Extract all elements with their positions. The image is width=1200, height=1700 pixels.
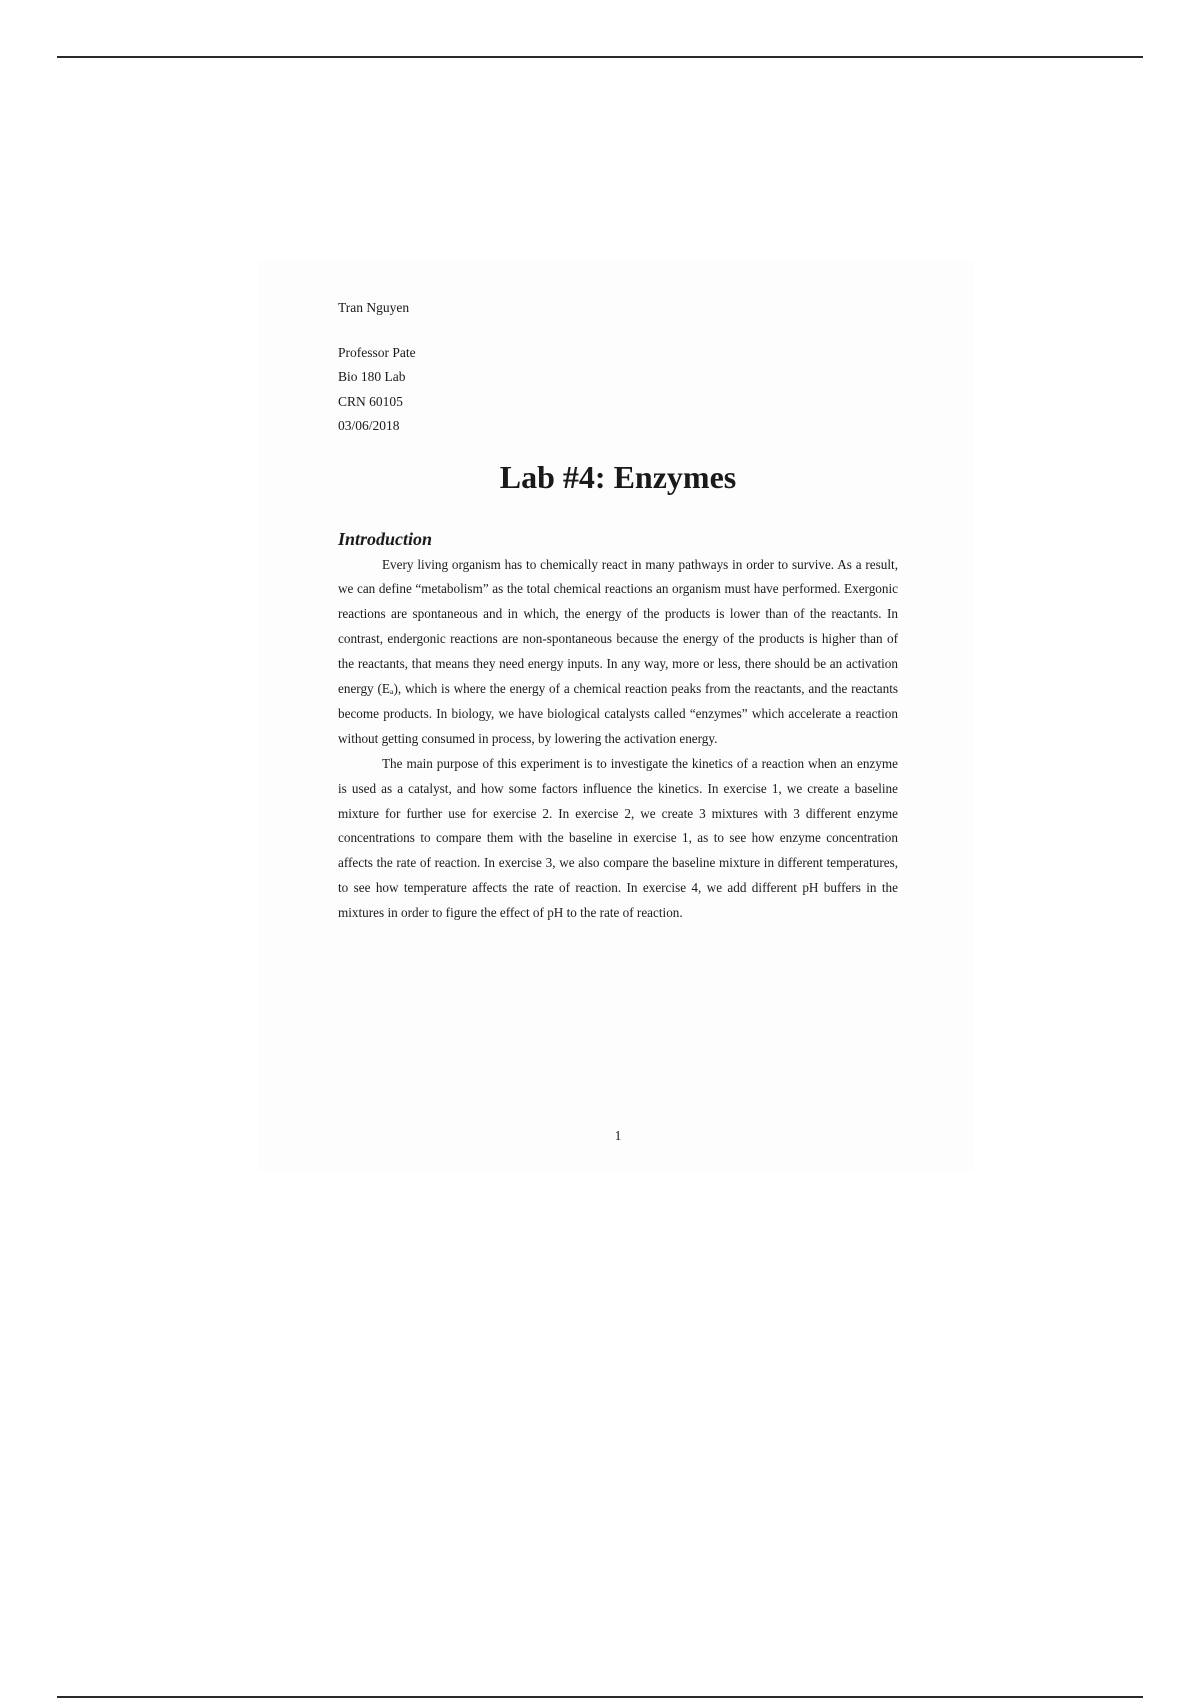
course-crn: CRN 60105	[338, 393, 403, 409]
page-number: 1	[614, 1128, 622, 1143]
professor-name: Professor Pate	[338, 344, 416, 360]
introduction-paragraph-2: The main purpose of this experiment is to investigate the kinetics of a reaction when an enzyme is used as a catalyst, and how some factors influence the kinetics. In exercise 1, we create a baseline mixture for further use for exercise 2. In exercise 2, we create 3 mixtures with 3 different enzyme concentrations to compare them with the baseline in exercise 1, as to see how enzyme concentration affects the rate of reaction. In exercise 3, we also compare the baseline mixture in different temperatures, to see how temperature affects the rate of reaction. In exercise 4, we add different pH buffers in the mixtures in order to figure the effect of pH to the rate of reaction.	[338, 755, 898, 921]
top-divider	[57, 56, 1143, 58]
introduction-paragraph-1: Every living organism has to chemically react in many pathways in order to survive. As a result, we can define “metabolism” as the total chemical reactions an organism must have performed. Exergonic reactions are spontaneous and in which, the energy of the products is lower than of the reactants. In contrast, endergonic reactions are non-spontaneous because the energy of the products is higher than of the reactants, that means they need energy inputs. In any way, more or less, there should be an activation energy (Eₐ), which is where the energy of a chemical reaction peaks from the reactants, and the reactants become products. In biology, we have biological catalysts called “enzymes” which accelerate a reaction without getting consumed in process, by lowering the activation energy.	[338, 556, 898, 746]
author-name: Tran Nguyen	[338, 300, 410, 315]
document-content	[338, 296, 898, 926]
course-name: Bio 180 Lab	[338, 369, 406, 384]
document-title: Lab #4: Enzymes	[499, 458, 737, 495]
document-date: 03/06/2018	[338, 418, 400, 433]
bottom-divider	[57, 1696, 1143, 1698]
section-heading-introduction: Introduction	[338, 528, 433, 549]
